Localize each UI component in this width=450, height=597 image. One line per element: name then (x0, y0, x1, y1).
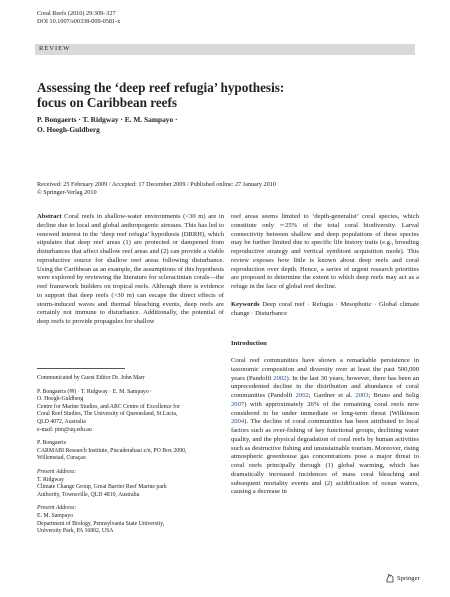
affiliation-line: E. M. Sampayo (37, 512, 74, 519)
title-line-1: Assessing the ‘deep reef refugia’ hypothesis: (37, 80, 285, 95)
copyright-line: © Springer-Verlag 2010 (37, 189, 97, 196)
knight-icon (385, 573, 395, 583)
email-address[interactable]: e-mail: pim@uq.edu.au (37, 426, 92, 433)
affiliation-block-3 (37, 477, 225, 500)
footnote-divider (37, 368, 125, 369)
right-column (231, 213, 419, 497)
citation-link[interactable]: 2007 (231, 400, 245, 408)
present-address-label: Present Address: (37, 468, 77, 475)
affiliation-line: Coral Reef Studies, The University of Queensland, St Lucia, (37, 411, 178, 418)
affiliation-line: Climate Change Group, Great Barrier Reef Marine park (37, 484, 167, 491)
affiliation-line: Department of Biology, Pennsylvania State University, (37, 520, 165, 527)
abstract-text: Coral reefs in shallow-water environments (<30 m) are in decline due to local and global anthropogenic stresses. This has led to renewed interest in the ‘deep reef refugia’ hypothesis (DRRH), which stipulates that deep reef areas (1) are protected or dampened from disturbances that affect shallow reef areas and (2) can provide a viable reproductive source for shallow reef areas following disturbance. Using the Caribbean as an example, the assumptions of this hypothesis were explored by reviewing the literature for scleractinian corals—the reef framework builders on tropical reefs. Although there is evidence to support that deep reefs (>30 m) can escape the direct effects of storm-induced waves and thermal bleaching events, deep reefs are certainly not immune to disturbance. Additionally, the potential of deep reefs to provide propagules for shallow (37, 213, 224, 325)
affiliation-line: T. Ridgway (37, 476, 64, 483)
affiliation-block-2 (37, 440, 225, 463)
present-address-label: Present Address: (37, 505, 77, 512)
keywords-paragraph (231, 301, 419, 319)
affiliation-line: QLD 4072, Australia (37, 418, 86, 425)
intro-text: ) with approximately 26% of the remaining coral reefs now considered to be under immediate or long-term threat (Wilkinson (231, 400, 419, 417)
author-list (37, 115, 297, 135)
publisher-name: Springer (397, 574, 420, 582)
affiliation-line: P. Bongaerts (✉) · T. Ridgway · E. M. Sampayo · (37, 388, 153, 395)
publisher-logo (385, 573, 420, 583)
intro-text: ). The decline of coral communities has been attributed to local factors such as over-fishing of key functional groups, declining water quality, and the physical degradation of coral reefs by human activities such as destructive fishing and unsustainable tourism. Moreover, rising atmospheric greenhouse gas concentrations pose a major threat to coral reefs principally through (1) global warming, which has dramatically increased incidences of mass coral bleaching and subsequent mortality events and (2) acidification of ocean waters, causing a decrease in (231, 418, 419, 496)
dates-line: Received: 25 February 2009 / Accepted: 17 December 2009 / Published online: 27 January 2010 (37, 181, 276, 188)
affiliation-line: Willemstad, Curaçao (37, 455, 86, 462)
affiliation-line: P. Bongaerts (37, 440, 66, 447)
doi[interactable]: DOI 10.1007/s00338-009-0581-x (37, 18, 121, 25)
authors-line-2: O. Hoegh-Guldberg (37, 125, 100, 134)
affiliation-block-4 (37, 513, 225, 536)
affiliation-line: University Park, PA 16802, USA (37, 528, 114, 535)
affiliation-line: Centre for Marine Studies, and ARC Centre of Excellence for (37, 403, 180, 410)
intro-text: ; Gardner et al. (308, 392, 356, 399)
citation-link[interactable]: 2004 (231, 418, 245, 426)
abstract-heading: Abstract (37, 213, 62, 220)
keywords-heading: Keywords (231, 300, 260, 308)
authors-line-1: P. Bongaerts · T. Ridgway · E. M. Sampayo · (37, 115, 178, 124)
affiliation-block-1 (37, 389, 225, 435)
communicated-by: Communicated by Guest Editor Dr. John Marr (37, 375, 145, 381)
affiliation-line: O. Hoegh-Guldberg (37, 396, 84, 403)
section-band (35, 44, 415, 55)
introduction-paragraph (231, 357, 419, 497)
citation-link[interactable]: 2002 (295, 392, 309, 399)
journal-header (37, 10, 120, 26)
citation-link[interactable]: 2002 (273, 374, 287, 382)
title-line-2: focus on Caribbean reefs (37, 95, 178, 110)
publication-dates (37, 181, 417, 197)
abstract-left-column (37, 213, 224, 327)
abstract-paragraph (37, 213, 224, 327)
journal-citation: Coral Reefs (2010) 29:309–327 (37, 10, 116, 17)
intro-text: ). In the last 30 years, however, there has been an unprecedented decline in the distribution and abundance of coral communities (Pandolfi (231, 374, 419, 399)
author-notes (37, 375, 225, 536)
keywords-text: Deep coral reef · Refugia · Mesophotic · Global climate change · Disturbance (231, 300, 419, 317)
article-title (37, 80, 397, 110)
citation-link[interactable]: 2003 (355, 392, 369, 399)
abstract-continued: reef areas seems limited to ‘depth-generalist’ coral species, which constitute only ∼25% of the total coral biodiversity. Larval connectivity between shallow and deep populations of these species may be further limited due to specific life history traits (e.g., brooding reproductive strategy and vertical symbiont acquisition mode). This review exposes how little is known about deep reefs and coral reproduction over depth. Hence, a series of urgent research priorities are proposed to determine the extent to which deep reefs may act as a refuge in the face of global reef decline. (231, 213, 419, 290)
intro-text: Coral reef communities have shown a remarkable persistence in taxonomic composition and diversity over at least the past 500,000 years (Pandolfi (231, 357, 419, 382)
affiliation-line: Authority, Townsville, QLD 4810, Australia (37, 491, 140, 498)
intro-text: ; Bruno and Selig (368, 392, 419, 399)
introduction-heading: Introduction (231, 340, 267, 348)
section-label: REVIEW (39, 45, 71, 52)
affiliation-line: CARMABI Research Institute, Piscaderabaai z/n, PO Box 2090, (37, 447, 187, 454)
